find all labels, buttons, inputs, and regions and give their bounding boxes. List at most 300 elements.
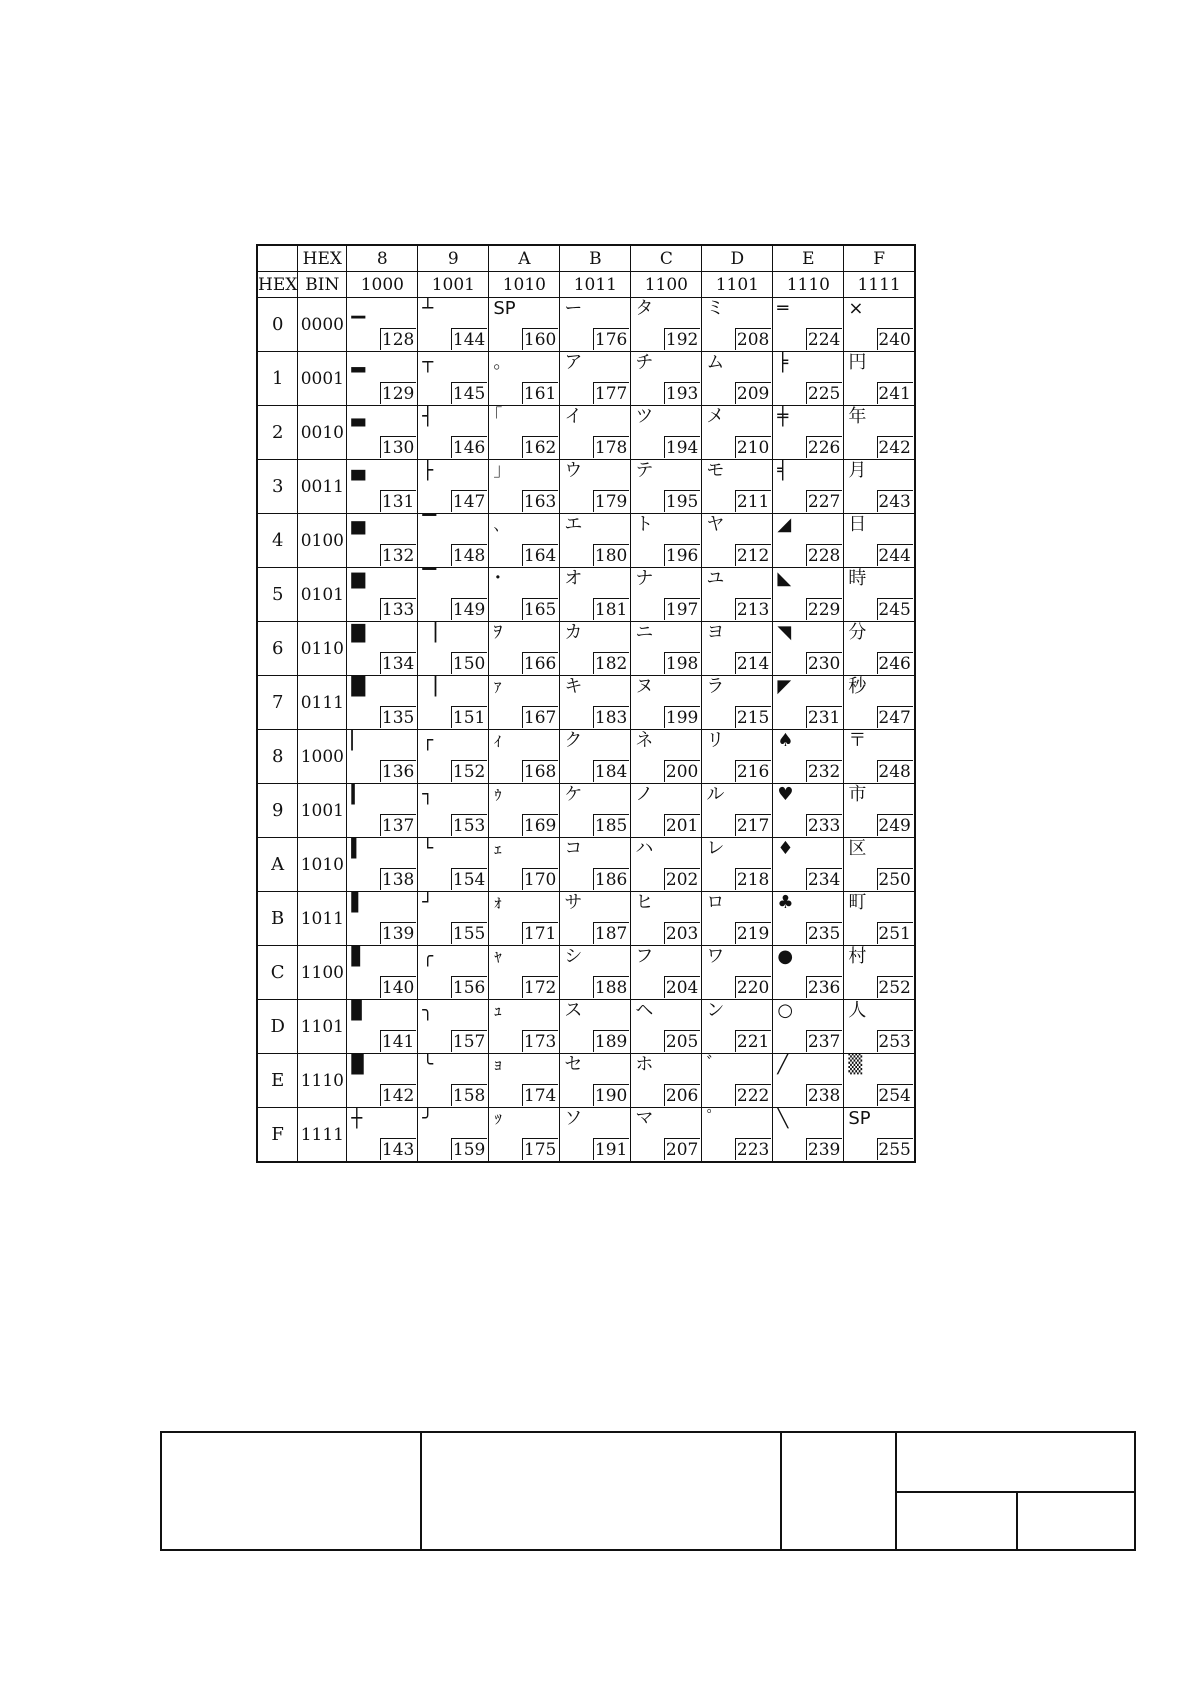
- char-cell: [347, 784, 418, 838]
- char-code: 242: [878, 438, 911, 458]
- char-cell: [418, 1000, 489, 1054]
- char-glyph: ▕: [422, 622, 437, 643]
- char-cell: [844, 460, 915, 514]
- title-block: [160, 1431, 1136, 1551]
- char-code: 161: [523, 384, 557, 404]
- char-glyph: ヘ: [635, 1000, 654, 1021]
- char-code: 128: [381, 330, 415, 350]
- char-cell: [702, 568, 773, 622]
- char-cell: [844, 622, 915, 676]
- row-bin: 0010: [298, 406, 347, 460]
- char-cell: [844, 568, 915, 622]
- char-glyph: ｫ: [493, 892, 503, 913]
- char-glyph: コ: [564, 838, 583, 859]
- char-glyph: ╪: [777, 406, 789, 427]
- char-glyph: イ: [564, 406, 583, 427]
- char-cell: [560, 1108, 631, 1163]
- char-glyph: ├: [422, 460, 434, 481]
- char-glyph: ｦ: [493, 622, 503, 643]
- char-glyph: ロ: [706, 892, 725, 913]
- char-glyph: ╲: [777, 1108, 789, 1129]
- char-code: 222: [736, 1086, 770, 1106]
- char-glyph: レ: [706, 838, 725, 859]
- char-code: 135: [381, 708, 415, 728]
- char-glyph: └: [422, 838, 434, 859]
- char-code: 165: [523, 600, 557, 620]
- char-cell: [347, 946, 418, 1000]
- char-cell: [773, 676, 844, 730]
- char-cell: [418, 352, 489, 406]
- char-code: 186: [594, 870, 628, 890]
- char-code: 205: [665, 1032, 699, 1052]
- char-glyph: ▊: [351, 1000, 366, 1021]
- char-cell: [631, 676, 702, 730]
- char-glyph: ヤ: [706, 514, 725, 535]
- char-glyph: 市: [848, 784, 867, 805]
- char-code: 253: [878, 1032, 911, 1052]
- column-hex: 9: [418, 245, 489, 272]
- table-row: [257, 730, 915, 784]
- char-glyph: リ: [706, 730, 725, 751]
- char-cell: [702, 460, 773, 514]
- table-row: [257, 1108, 915, 1163]
- char-cell: [489, 298, 560, 352]
- char-code: 210: [736, 438, 770, 458]
- char-glyph: ム: [706, 352, 725, 373]
- char-code: 229: [807, 600, 841, 620]
- char-code: 179: [594, 492, 628, 512]
- char-cell: [702, 838, 773, 892]
- char-glyph: 時: [848, 568, 867, 589]
- char-cell: [418, 676, 489, 730]
- char-glyph: 人: [848, 1000, 867, 1021]
- char-code: 239: [807, 1140, 841, 1160]
- column-bin: 1001: [418, 272, 489, 298]
- char-glyph: 分: [848, 622, 867, 643]
- char-cell: [489, 946, 560, 1000]
- char-glyph: ┌: [422, 730, 434, 751]
- table-row: [257, 676, 915, 730]
- char-code: 233: [807, 816, 841, 836]
- char-code: 175: [523, 1140, 557, 1160]
- char-glyph: ▂: [351, 352, 366, 373]
- char-cell: [702, 946, 773, 1000]
- char-cell: [702, 1000, 773, 1054]
- char-glyph: オ: [564, 568, 583, 589]
- char-code: 212: [736, 546, 770, 566]
- char-glyph: ラ: [706, 676, 725, 697]
- char-glyph: ┬: [422, 352, 434, 373]
- char-glyph: フ: [635, 946, 654, 967]
- char-glyph: チ: [635, 352, 654, 373]
- char-code: 133: [381, 600, 415, 620]
- char-glyph: ｣: [493, 460, 503, 481]
- char-code: 248: [878, 762, 911, 782]
- char-cell: [631, 514, 702, 568]
- char-glyph: セ: [564, 1054, 583, 1075]
- char-glyph: ホ: [635, 1054, 654, 1075]
- column-hex: A: [489, 245, 560, 272]
- char-cell: [347, 730, 418, 784]
- char-cell: [347, 352, 418, 406]
- char-code: 187: [594, 924, 628, 944]
- char-code: 220: [736, 978, 770, 998]
- character-code-table: [256, 244, 916, 1163]
- char-cell: [347, 622, 418, 676]
- char-cell: [489, 730, 560, 784]
- char-code: 196: [665, 546, 699, 566]
- header-row-bin: [257, 272, 915, 298]
- char-code: 189: [594, 1032, 628, 1052]
- row-bin: 0110: [298, 622, 347, 676]
- char-glyph: ネ: [635, 730, 654, 751]
- char-cell: [844, 838, 915, 892]
- char-code: 204: [665, 978, 699, 998]
- char-code: 236: [807, 978, 841, 998]
- row-hex: 9: [257, 784, 298, 838]
- char-glyph: ┴: [422, 298, 434, 319]
- char-cell: [844, 514, 915, 568]
- column-bin: 1010: [489, 272, 560, 298]
- table-row: [257, 514, 915, 568]
- char-code: 200: [665, 762, 699, 782]
- char-cell: [844, 946, 915, 1000]
- char-code: 241: [878, 384, 911, 404]
- char-cell: [489, 1000, 560, 1054]
- char-code: 155: [452, 924, 486, 944]
- char-cell: [560, 730, 631, 784]
- row-hex: 2: [257, 406, 298, 460]
- char-code: 139: [381, 924, 415, 944]
- char-cell: [347, 676, 418, 730]
- row-bin: 1001: [298, 784, 347, 838]
- char-glyph: ♥: [777, 784, 794, 805]
- char-glyph: ケ: [564, 784, 583, 805]
- char-cell: [844, 1108, 915, 1163]
- char-cell: [773, 460, 844, 514]
- title-block-divider: [1016, 1491, 1018, 1549]
- char-code: 240: [878, 330, 911, 350]
- char-cell: [418, 1108, 489, 1163]
- column-bin: 1110: [773, 272, 844, 298]
- char-glyph: マ: [635, 1108, 654, 1129]
- table-row: [257, 622, 915, 676]
- table-row: [257, 298, 915, 352]
- char-glyph: 〒: [848, 730, 867, 751]
- row-hex: B: [257, 892, 298, 946]
- char-code: 206: [665, 1086, 699, 1106]
- char-cell: [844, 892, 915, 946]
- char-code: 215: [736, 708, 770, 728]
- char-cell: [844, 298, 915, 352]
- char-code: 191: [594, 1140, 628, 1160]
- row-bin: 0111: [298, 676, 347, 730]
- char-cell: [489, 514, 560, 568]
- row-hex: 1: [257, 352, 298, 406]
- char-cell: [560, 460, 631, 514]
- char-glyph: ▁: [351, 298, 366, 319]
- char-cell: [631, 352, 702, 406]
- char-glyph: ･: [493, 568, 503, 589]
- char-code: 171: [523, 924, 557, 944]
- char-cell: [773, 838, 844, 892]
- char-cell: [418, 298, 489, 352]
- row-bin: 0011: [298, 460, 347, 514]
- char-code: 249: [878, 816, 911, 836]
- char-cell: [844, 784, 915, 838]
- char-cell: [631, 838, 702, 892]
- char-glyph: ┘: [422, 892, 434, 913]
- char-glyph: ワ: [706, 946, 725, 967]
- row-hex: 7: [257, 676, 298, 730]
- char-cell: [347, 1108, 418, 1163]
- char-code: 235: [807, 924, 841, 944]
- char-glyph: ウ: [564, 460, 583, 481]
- char-glyph: 月: [848, 460, 867, 481]
- char-glyph: エ: [564, 514, 583, 535]
- char-code: 163: [523, 492, 557, 512]
- char-code: 228: [807, 546, 841, 566]
- char-code: 219: [736, 924, 770, 944]
- char-code: 151: [452, 708, 486, 728]
- column-hex: C: [631, 245, 702, 272]
- char-glyph: ｡: [493, 352, 503, 373]
- char-cell: [489, 1108, 560, 1163]
- char-glyph: ♠: [777, 730, 794, 751]
- char-code: 147: [452, 492, 486, 512]
- char-code: 190: [594, 1086, 628, 1106]
- char-cell: [560, 946, 631, 1000]
- char-glyph: ▏: [351, 730, 366, 751]
- char-cell: [631, 784, 702, 838]
- char-cell: [489, 406, 560, 460]
- char-code: 162: [523, 438, 557, 458]
- char-glyph: ､: [493, 514, 503, 535]
- char-glyph: ╭: [422, 946, 434, 967]
- char-code: 208: [736, 330, 770, 350]
- char-code: 156: [452, 978, 486, 998]
- table-row: [257, 892, 915, 946]
- char-code: 225: [807, 384, 841, 404]
- char-code: 182: [594, 654, 628, 674]
- char-cell: [631, 730, 702, 784]
- char-cell: [773, 892, 844, 946]
- char-cell: [702, 622, 773, 676]
- char-cell: [560, 514, 631, 568]
- char-code: 217: [736, 816, 770, 836]
- char-cell: [702, 298, 773, 352]
- column-hex: E: [773, 245, 844, 272]
- char-glyph: ╮: [422, 1000, 434, 1021]
- char-cell: [489, 460, 560, 514]
- char-glyph: テ: [635, 460, 654, 481]
- row-hex: 6: [257, 622, 298, 676]
- char-code: 238: [807, 1086, 841, 1106]
- char-cell: [631, 460, 702, 514]
- row-bin: 1000: [298, 730, 347, 784]
- char-cell: [702, 406, 773, 460]
- char-cell: [489, 838, 560, 892]
- char-code: 231: [807, 708, 841, 728]
- char-code: 221: [736, 1032, 770, 1052]
- char-cell: [418, 406, 489, 460]
- table-row: [257, 838, 915, 892]
- char-cell: [560, 622, 631, 676]
- char-cell: [560, 892, 631, 946]
- char-cell: [773, 946, 844, 1000]
- char-cell: [418, 1054, 489, 1108]
- char-glyph: ◥: [777, 622, 792, 643]
- char-glyph: ●: [777, 946, 794, 967]
- char-code: 178: [594, 438, 628, 458]
- char-glyph: ハ: [635, 838, 654, 859]
- row-hex: C: [257, 946, 298, 1000]
- char-code: 141: [381, 1032, 415, 1052]
- char-code: 254: [878, 1086, 911, 1106]
- char-cell: [418, 514, 489, 568]
- char-code: 142: [381, 1086, 415, 1106]
- char-code: 213: [736, 600, 770, 620]
- char-code: 232: [807, 762, 841, 782]
- char-cell: [560, 568, 631, 622]
- row-bin: 1010: [298, 838, 347, 892]
- char-code: 129: [381, 384, 415, 404]
- row-hex: D: [257, 1000, 298, 1054]
- char-code: 181: [594, 600, 628, 620]
- table-row: [257, 1054, 915, 1108]
- char-cell: [773, 784, 844, 838]
- char-code: 252: [878, 978, 911, 998]
- char-glyph: 町: [848, 892, 867, 913]
- char-glyph: ╡: [777, 460, 789, 481]
- char-glyph: ト: [635, 514, 654, 535]
- row-bin: 1011: [298, 892, 347, 946]
- row-bin: 1111: [298, 1108, 347, 1163]
- column-bin: 1111: [844, 272, 915, 298]
- char-glyph: ▅: [351, 514, 366, 535]
- char-code: 211: [736, 492, 770, 512]
- char-code: 223: [736, 1140, 770, 1160]
- title-block-divider: [780, 1433, 782, 1549]
- char-glyph: ｨ: [493, 730, 503, 751]
- char-code: 198: [665, 654, 699, 674]
- char-glyph: ▔: [422, 514, 437, 535]
- char-cell: [773, 406, 844, 460]
- char-code: 157: [452, 1032, 486, 1052]
- char-cell: [489, 622, 560, 676]
- char-cell: [560, 1000, 631, 1054]
- char-cell: [844, 406, 915, 460]
- char-cell: [560, 298, 631, 352]
- char-code: 132: [381, 546, 415, 566]
- char-glyph: ツ: [635, 406, 654, 427]
- char-glyph: ニ: [635, 622, 654, 643]
- char-cell: [631, 622, 702, 676]
- char-cell: [418, 568, 489, 622]
- char-glyph: ｪ: [493, 838, 503, 859]
- char-glyph: ｯ: [493, 1108, 503, 1129]
- column-hex: D: [702, 245, 773, 272]
- char-glyph: ｩ: [493, 784, 503, 805]
- table-row: [257, 352, 915, 406]
- char-cell: [702, 676, 773, 730]
- char-code: 148: [452, 546, 486, 566]
- char-code: 140: [381, 978, 415, 998]
- char-glyph: モ: [706, 460, 725, 481]
- char-glyph: █: [351, 676, 366, 697]
- char-code: 237: [807, 1032, 841, 1052]
- char-cell: [844, 352, 915, 406]
- char-code: 149: [452, 600, 486, 620]
- row-hex: E: [257, 1054, 298, 1108]
- char-code: 197: [665, 600, 699, 620]
- char-code: 244: [878, 546, 911, 566]
- char-code: 173: [523, 1032, 557, 1052]
- column-bin: 1000: [347, 272, 418, 298]
- char-cell: [631, 1108, 702, 1163]
- char-cell: [560, 406, 631, 460]
- char-cell: [489, 892, 560, 946]
- char-glyph: ｧ: [493, 676, 503, 697]
- char-cell: [418, 730, 489, 784]
- char-code: 226: [807, 438, 841, 458]
- char-glyph: 区: [848, 838, 867, 859]
- char-cell: [489, 352, 560, 406]
- char-cell: [560, 1054, 631, 1108]
- char-cell: [702, 1108, 773, 1163]
- table-row: [257, 1000, 915, 1054]
- char-cell: [560, 838, 631, 892]
- column-bin: 1101: [702, 272, 773, 298]
- char-cell: [489, 568, 560, 622]
- char-cell: [773, 730, 844, 784]
- char-glyph: ♣: [777, 892, 794, 913]
- char-code: 199: [665, 708, 699, 728]
- char-cell: [489, 676, 560, 730]
- char-code: 172: [523, 978, 557, 998]
- char-code: 209: [736, 384, 770, 404]
- char-cell: [347, 892, 418, 946]
- row-bin: 0100: [298, 514, 347, 568]
- char-cell: [347, 1000, 418, 1054]
- char-code: 255: [878, 1140, 911, 1160]
- char-glyph: ▒: [848, 1054, 863, 1075]
- char-glyph: ◤: [777, 676, 792, 697]
- char-glyph: ♦: [777, 838, 794, 859]
- char-code: 246: [878, 654, 911, 674]
- char-glyph: ﾞ: [706, 1054, 716, 1075]
- char-code: 138: [381, 870, 415, 890]
- row-hex: A: [257, 838, 298, 892]
- table-row: [257, 460, 915, 514]
- char-cell: [702, 730, 773, 784]
- row-bin: 1100: [298, 946, 347, 1000]
- char-cell: [631, 1000, 702, 1054]
- char-code: 134: [381, 654, 415, 674]
- char-code: 145: [452, 384, 486, 404]
- char-glyph: 日: [848, 514, 867, 535]
- char-glyph: ╰: [422, 1054, 434, 1075]
- char-glyph: ═: [777, 298, 789, 319]
- char-cell: [702, 892, 773, 946]
- char-code: 224: [807, 330, 841, 350]
- char-cell: [560, 676, 631, 730]
- row-bin: 0001: [298, 352, 347, 406]
- column-hex: 8: [347, 245, 418, 272]
- char-cell: [418, 838, 489, 892]
- char-code: 230: [807, 654, 841, 674]
- char-cell: [702, 352, 773, 406]
